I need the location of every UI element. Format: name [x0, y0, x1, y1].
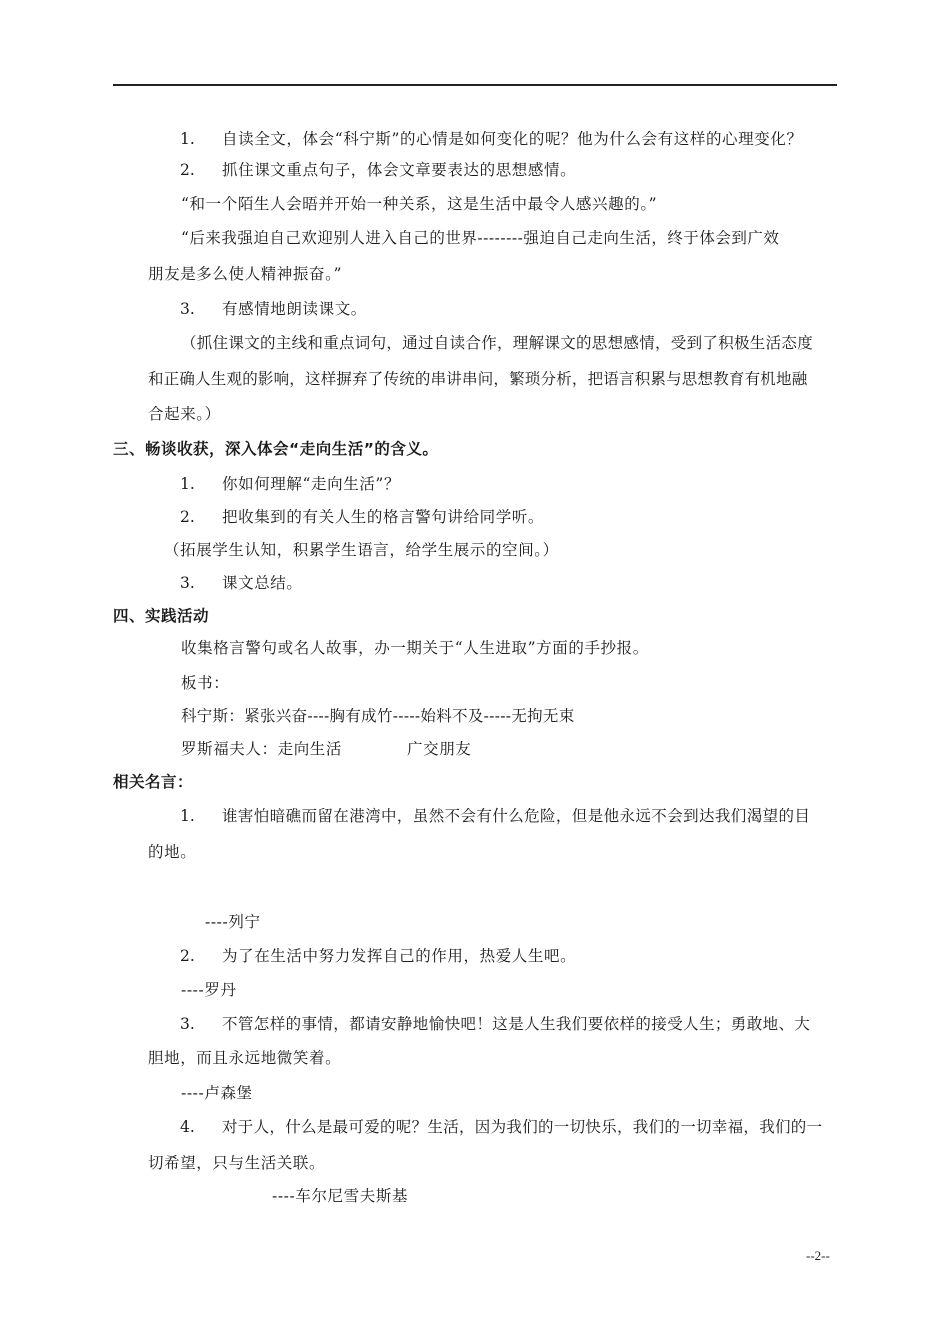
quote-author: ----列宁 — [205, 913, 261, 931]
quote-text: 胆地，而且永远地微笑着。 — [148, 1049, 342, 1067]
activity-text: 收集格言警句或名人故事，办一期关于“人生进取”方面的手抄报。 — [181, 639, 649, 657]
quote-text: 谁害怕暗礁而留在港湾中，虽然不会有什么危险，但是他永远不会到达我们渴望的目 — [222, 807, 811, 825]
blackboard-line: 科宁斯：紧张兴奋----胸有成竹-----始料不及-----无拘无束 — [181, 707, 575, 725]
page-number: --2-- — [806, 1248, 830, 1263]
teaching-note: （抓住课文的主线和重点词句，通过自读合作，理解课文的思想感情，受到了积极生活态度 — [181, 334, 814, 352]
quote-number: 4. — [180, 1118, 195, 1136]
quote-text: 对于人，什么是最可爱的呢？生活，因为我们的一切快乐，我们的一切幸福，我们的一 — [222, 1118, 823, 1136]
quote-sentence: “和一个陌生人会晤并开始一种关系，这是生活中最令人感兴趣的。” — [181, 195, 658, 213]
quote-text: 切希望，只与生活关联。 — [148, 1154, 326, 1172]
item-text: 课文总结。 — [222, 574, 303, 592]
quote-sentence: “后来我强迫自己欢迎别人进入自己的世界--------强迫自己走向生活，终于体会到广效 — [181, 229, 780, 247]
item-number: 1. — [180, 130, 195, 148]
quote-author: ----卢森堡 — [181, 1084, 253, 1102]
blackboard-label: 板书： — [181, 674, 230, 692]
item-number: 3. — [180, 574, 195, 592]
teaching-note: 和正确人生观的影响，这样摒弃了传统的串讲串问，繁琐分析，把语言积累与思想教育有机地融 — [148, 370, 808, 388]
item-number: 3. — [180, 300, 195, 318]
item-text: 你如何理解“走向生活”？ — [222, 475, 401, 493]
quote-text: 不管怎样的事情，都请安静地愉快吧！这是人生我们要依样的接受人生；勇敢地、大 — [222, 1015, 811, 1033]
item-text: 把收集到的有关人生的格言警句讲给同学听。 — [222, 508, 545, 526]
item-text: 自读全文，体会“科宁斯”的心情是如何变化的呢？他为什么会有这样的心理变化？ — [222, 130, 803, 148]
section-heading: 相关名言： — [113, 773, 194, 791]
quote-number: 2. — [180, 947, 195, 965]
quote-sentence-cont: 朋友是多么使人精神振奋。” — [148, 265, 342, 283]
item-number: 1. — [180, 475, 195, 493]
quote-number: 1. — [180, 807, 195, 825]
quote-text: 的地。 — [148, 843, 197, 861]
blackboard-line: 罗斯福夫人：走向生活 — [181, 740, 343, 758]
item-number: 2. — [180, 161, 195, 179]
item-text: 抓住课文重点句子，体会文章要表达的思想感情。 — [222, 161, 577, 179]
quote-text: 为了在生活中努力发挥自己的作用，热爱人生吧。 — [222, 947, 577, 965]
quote-number: 3. — [180, 1015, 195, 1033]
section-heading: 四、实践活动 — [113, 607, 210, 625]
teaching-note: 合起来。） — [148, 405, 221, 423]
blackboard-line: 广交朋友 — [407, 740, 472, 758]
header-rule — [113, 84, 837, 86]
section-heading: 三、畅谈收获，深入体会“走向生活”的含义。 — [113, 440, 439, 458]
item-number: 2. — [180, 508, 195, 526]
quote-author: ----车尔尼雪夫斯基 — [272, 1187, 409, 1205]
item-text: 有感情地朗读课文。 — [222, 300, 367, 318]
quote-author: ----罗丹 — [181, 981, 237, 999]
teaching-note: （拓展学生认知，积累学生语言，给学生展示的空间。） — [164, 541, 559, 559]
